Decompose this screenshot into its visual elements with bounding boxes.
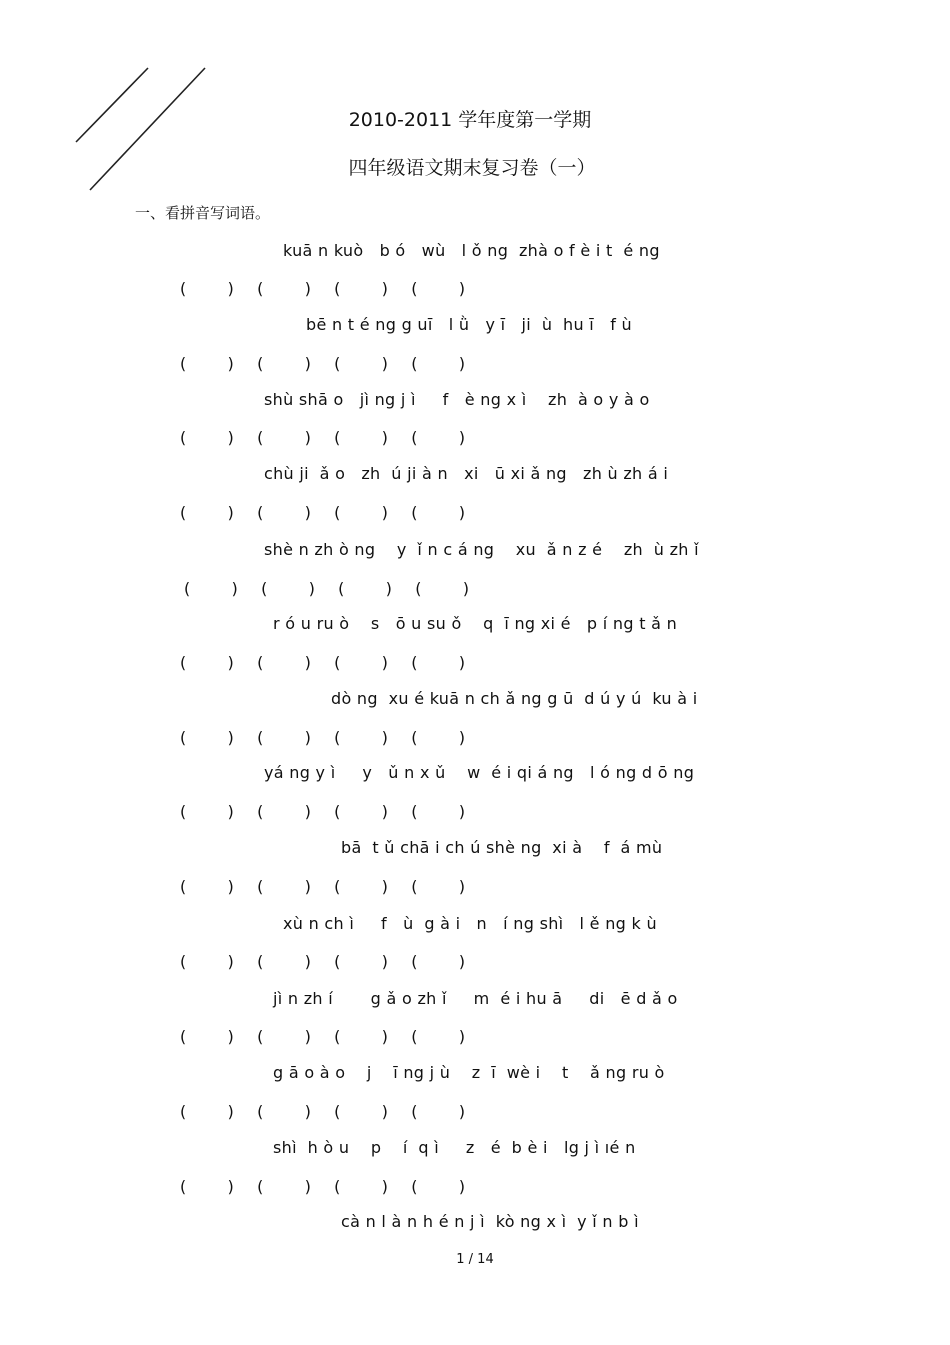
answer-brackets: ( ) ( ) ( ) ( ) [178,728,467,747]
pinyin-row: cà n l à n h é n j ì kò ng x ì y ǐ n b ì [341,1212,639,1231]
pinyin-row: yá ng y ì y ǔ n x ǔ w é i qi á ng l ó ng d ō ng [264,763,695,782]
pinyin-row: bē n t é ng g uī l ǜ y ī ji ù hu ī f ù [306,315,632,334]
pinyin-row: bā t ǔ chā i ch ú shè ng xi à f á mù [341,838,663,857]
answer-brackets: ( ) ( ) ( ) ( ) [178,428,467,447]
section-heading: 一、看拼音写词语。 [135,204,271,222]
pinyin-row: dò ng xu é kuā n ch ǎ ng g ū d ú y ú ku à i [331,689,698,708]
pinyin-row: r ó u ru ò s ō u su ǒ q ī ng xi é p í ng t ǎ n [273,614,678,633]
answer-brackets: ( ) ( ) ( ) ( ) [178,653,467,672]
pinyin-row: xù n ch ì f ù g à i n í ng shì l ě ng k ù [283,914,657,933]
document-title-year: 2010-2011 学年度第一学期 [348,109,592,131]
answer-brackets: ( ) ( ) ( ) ( ) [178,354,467,373]
answer-brackets: ( ) ( ) ( ) ( ) [182,579,471,598]
pinyin-row: shè n zh ò ng y ǐ n c á ng xu ǎ n z é zh ù zh ǐ [264,540,699,559]
answer-brackets: ( ) ( ) ( ) ( ) [178,1027,467,1046]
document-title-exam: 四年级语文期末复习卷（一） [348,157,596,179]
answer-brackets: ( ) ( ) ( ) ( ) [178,802,467,821]
page-number: 1 / 14 [456,1252,494,1267]
pinyin-row: chù ji ǎ o zh ú ji à n xi ū xi ǎ ng zh ù zh á i [264,464,669,483]
answer-brackets: ( ) ( ) ( ) ( ) [178,952,467,971]
answer-brackets: ( ) ( ) ( ) ( ) [178,279,467,298]
answer-brackets: ( ) ( ) ( ) ( ) [178,1102,467,1121]
answer-brackets: ( ) ( ) ( ) ( ) [178,503,467,522]
pinyin-row: g ā o à o j ī ng j ù z ī wè i t ǎ ng ru ò [273,1063,665,1082]
pinyin-row: kuā n kuò b ó wù l ǒ ng zhà o f è i t é ng [283,241,660,260]
pinyin-row: shù shā o jì ng j ì f è ng x ì zh à o y à o [264,390,650,409]
answer-brackets: ( ) ( ) ( ) ( ) [178,877,467,896]
pinyin-row: shì h ò u p í q ì z é b è i lg j ì ıé n [273,1138,636,1157]
pinyin-row: jì n zh í g ǎ o zh ǐ m é i hu ā di ē d ǎ o [273,989,678,1008]
answer-brackets: ( ) ( ) ( ) ( ) [178,1177,467,1196]
